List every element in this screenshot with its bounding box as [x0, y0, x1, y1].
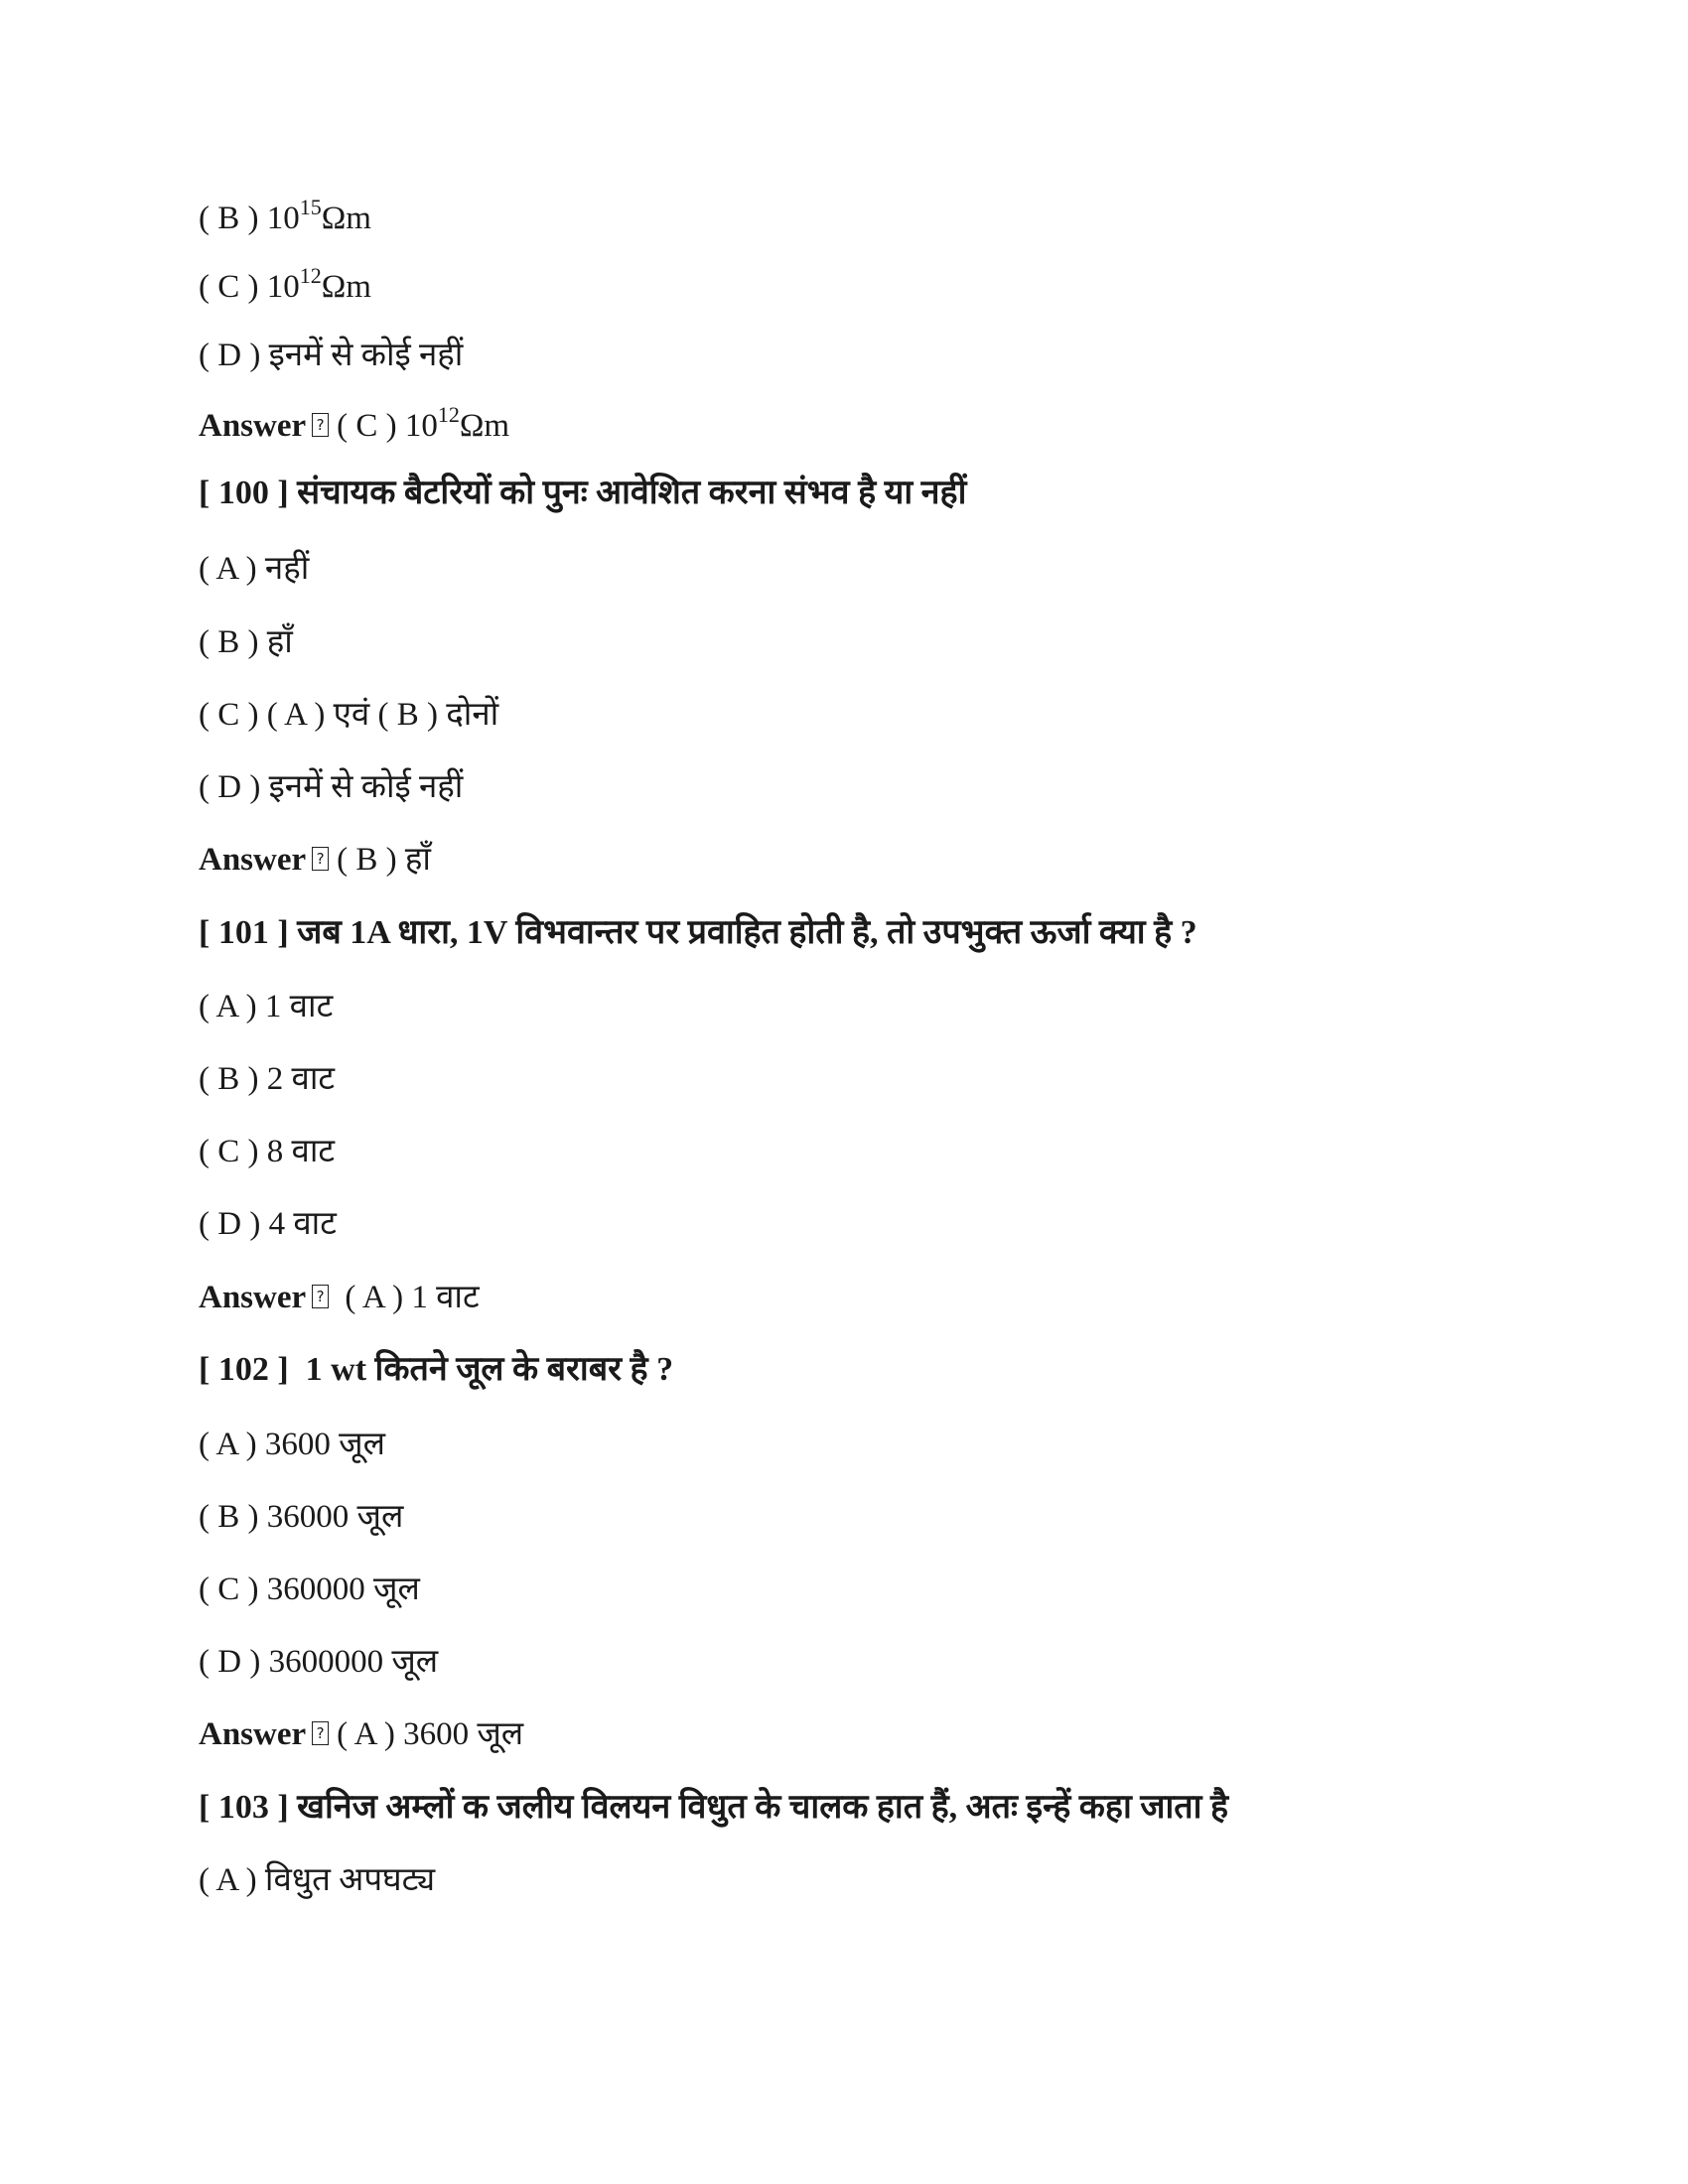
option-text: हाँ	[266, 624, 293, 660]
option-label: ( D )	[199, 338, 261, 373]
option-text: 360000 जूल	[266, 1571, 420, 1607]
option-c	[199, 1565, 420, 1614]
question-text: जब 1A धारा, 1V विभवान्तर पर प्रवाहित होती है, तो उपभुक्त ऊर्जा क्या है ?	[297, 914, 1197, 951]
option-text: 4 वाट	[268, 1206, 337, 1242]
option-label: ( B )	[199, 1061, 259, 1097]
option-c	[199, 690, 498, 740]
answer-label: Answer	[199, 1280, 307, 1315]
option-d	[199, 1199, 337, 1249]
answer-option: ( C )	[337, 408, 397, 444]
answer-line	[199, 835, 431, 885]
option-text: इनमें से कोई नहीं	[268, 338, 464, 373]
option-label: ( B )	[199, 1499, 259, 1535]
question-number: [ 103 ]	[199, 1789, 289, 1826]
option-text: 8 वाट	[266, 1134, 336, 1169]
question-100	[199, 469, 966, 518]
option-b	[199, 617, 293, 667]
answer-line	[199, 401, 509, 451]
missing-glyph-icon: ?	[312, 847, 329, 871]
option-b	[199, 1492, 403, 1542]
option-a	[199, 1855, 435, 1905]
option-text: इनमें से कोई नहीं	[268, 769, 464, 805]
answer-label: Answer	[199, 408, 307, 444]
option-text: नहीं	[264, 551, 310, 587]
option-label: ( C )	[199, 1571, 259, 1607]
answer-text: ( B ) हाँ	[337, 842, 431, 878]
question-101	[199, 908, 1197, 958]
option-text: ( A ) एवं ( B ) दोनों	[266, 697, 499, 733]
answer-line	[199, 1709, 523, 1759]
option-label: ( B )	[199, 201, 259, 236]
option-b	[199, 194, 371, 243]
option-c	[199, 262, 371, 312]
option-text: 1 वाट	[264, 989, 334, 1024]
question-text: 1 wt कितने जूल के बराबर है ?	[297, 1351, 674, 1388]
option-label: ( A )	[199, 551, 257, 587]
option-label: ( D )	[199, 1206, 261, 1242]
option-value: $10^{15}\Omega m$	[266, 195, 371, 236]
option-label: ( C )	[199, 269, 259, 305]
answer-text: ( A ) 3600 जूल	[337, 1716, 524, 1752]
option-text: 2 वाट	[266, 1061, 336, 1097]
option-text: विधुत अपघट्य	[264, 1862, 436, 1898]
option-a	[199, 544, 309, 594]
option-label: ( D )	[199, 1644, 261, 1680]
question-103	[199, 1783, 1228, 1833]
question-number: [ 102 ]	[199, 1351, 289, 1388]
missing-glyph-icon: ?	[312, 1721, 329, 1745]
option-text: 36000 जूल	[266, 1499, 404, 1535]
question-text: संचायक बैटरियों को पुनः आवेशित करना संभव है या नहीं	[297, 475, 967, 511]
option-d	[199, 1637, 438, 1687]
option-value: $10^{12}\Omega m$	[266, 263, 371, 305]
option-label: ( C )	[199, 1134, 259, 1169]
question-number: [ 100 ]	[199, 475, 289, 511]
missing-glyph-icon: ?	[312, 413, 329, 437]
option-label: ( A )	[199, 1427, 257, 1462]
answer-line	[199, 1273, 480, 1322]
option-label: ( B )	[199, 624, 259, 660]
option-label: ( A )	[199, 1862, 257, 1898]
answer-value: $10^{12}\Omega m$	[404, 402, 510, 444]
option-text: 3600000 जूल	[268, 1644, 439, 1680]
missing-glyph-icon: ?	[312, 1285, 329, 1308]
answer-text: ( A ) 1 वाट	[337, 1280, 480, 1315]
option-c	[199, 1127, 335, 1176]
answer-label: Answer	[199, 1716, 307, 1752]
option-b	[199, 1054, 335, 1104]
question-text: खनिज अम्लों क जलीय विलयन विधुत के चालक हात हैं, अतः इन्हें कहा जाता है	[297, 1789, 1229, 1826]
question-102	[199, 1345, 673, 1395]
option-a	[199, 982, 333, 1031]
question-number: [ 101 ]	[199, 914, 289, 951]
option-d	[199, 762, 463, 812]
option-text: 3600 जूल	[264, 1427, 386, 1462]
option-label: ( A )	[199, 989, 257, 1024]
option-label: ( D )	[199, 769, 261, 805]
option-label: ( C )	[199, 697, 259, 733]
option-d	[199, 331, 463, 380]
answer-label: Answer	[199, 842, 307, 878]
option-a	[199, 1420, 385, 1469]
